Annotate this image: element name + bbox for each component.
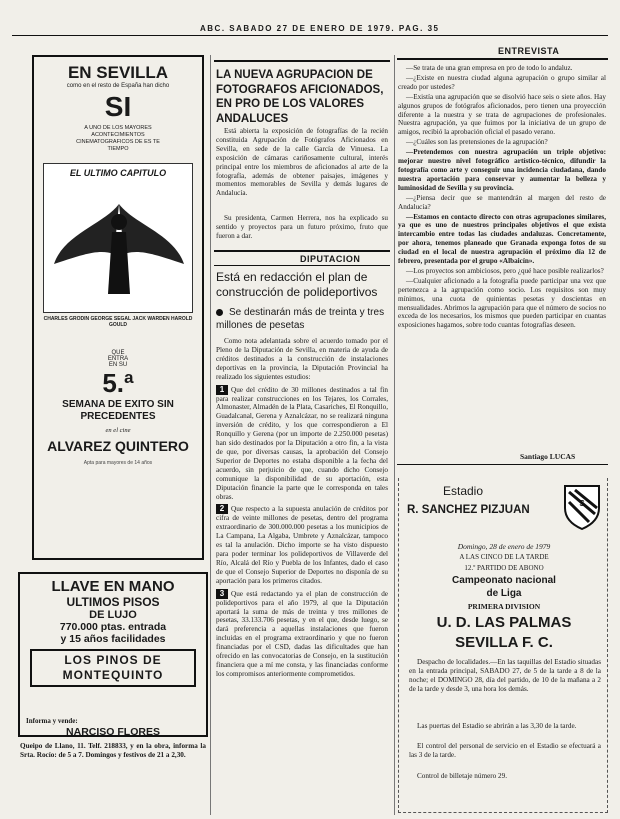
agrupacion-body2: [216, 214, 388, 244]
llave-contact-details: Queipo de Llano, 11. Telf. 218833, y en la obra, informa la Srta. Rocío: de 5 a 7. Domingos y festivos de 21 a 2,30.: [20, 742, 206, 759]
futbol-competition-1: Campeonato nacional: [452, 575, 556, 586]
entrevista-body: [398, 64, 606, 452]
futbol-doors-text: Las puertas del Estadio se abrirán a las 3,30 de la tarde.: [417, 722, 577, 730]
futbol-team-2: SEVILLA F. C.: [455, 634, 553, 651]
angel-figure-icon: [44, 194, 194, 304]
entrevista-signature: Santiago LUCAS: [520, 452, 576, 461]
diputacion-item-1: [216, 385, 388, 502]
item-number-2: 2: [216, 504, 228, 514]
diputacion-label: DIPUTACION: [300, 254, 361, 264]
agrupacion-top-rule: [214, 60, 390, 62]
header-rule: [12, 35, 608, 36]
diputacion-subhead: Se destinarán más de treinta y tres millones de pesetas: [216, 307, 385, 331]
diputacion-item-1-text: Que del crédito de 30 millones destinados a tal fin para realizar construcciones en los Tejares, los Corrales, Almonaster, Almadén de la Plata, Casariches, El Ronquillo, Guadalcanal, Gerena y Aznalcázar, no se realizará ninguna inversión de crédito, y los que correspondieron a El Ronquillo y Gerena (por un importe de 2.250.000 pesetas) han sido destinados por la Diputación a otro fin, a la vista de que, por diversas causas, la aprobación del Consejo Superior de Deportes no estaba disponible a la fecha del acuerdo, sin perjuicio de que, cuando dicho Consejo comunique la disponibilidad de su aportación, esta Diputación financie la parte que le corresponda en tales obras.: [216, 385, 388, 501]
llave-ad: [18, 572, 208, 737]
entrevista-paragraph-6: —¿Piensa decir que se mantendrán al margen del resto de Andalucía?: [398, 193, 606, 211]
film-credits: CHARLES GRODIN GEORGE SEGAL JACK WARDEN HAROLD GOULD: [43, 316, 193, 328]
cinema-ad: [32, 55, 204, 560]
film-title: EL ULTIMO CAPITULO: [69, 168, 167, 178]
futbol-control: [409, 742, 601, 772]
entrevista-paragraph-7: —Estamos en contacto directo con otras agrupaciones similares, ya que es uno de nuestros principales objetivos el que exista intercambio entre todas las ciudades andaluzas. Concretamente, por ahora, tenemos planeado que Granada exponga fotos de su ciudad en el local de nuestra agrupación el próximo día 12 de febrero, presentada por el grupo «Albaicín».: [398, 212, 606, 266]
futbol-competition-2: de Liga: [486, 588, 522, 599]
cinema-subtitle: como en el resto de España han dicho: [66, 83, 170, 89]
entrevista-bottom-rule: [397, 464, 608, 465]
llave-contact-intro: Informa y vende:: [26, 717, 78, 725]
cinema-footer: Apta para mayores de 14 años: [83, 460, 153, 466]
entrevista-paragraph-8: —Los proyectos son ambiciosos, pero ¿qué hace posible realizarlos?: [406, 266, 604, 275]
llave-line2: DE LUJO: [89, 609, 137, 621]
sevilla-crest-icon: [563, 484, 601, 530]
diputacion-label-rule: [214, 265, 390, 266]
cinema-week-number: 5.ª: [102, 368, 134, 398]
diputacion-subhead-wrap: [216, 307, 388, 332]
futbol-match-number: 12.º PARTIDO DE ABONO: [464, 564, 544, 572]
futbol-division: PRIMERA DIVISION: [467, 602, 541, 611]
futbol-team-1: U. D. LAS PALMAS: [436, 614, 572, 631]
entrevista-paragraph-4: —¿Cuáles son las pretensiones de la agrupación?: [406, 138, 548, 147]
agrupacion-paragraph: Está abierta la exposición de fotografías de la recién constituida Agrupación de Fotógrafos Aficionados en Sevilla, en sede de la calle García de Vinuesa. La exposición de cámaras cariñosamente cultural, interés principal entre los miembros de aficionados al arte de la fotografía, además de obtener paisajes, imágenes y momentos memorables de Sevilla y demás lugares de Andalucía.: [216, 127, 388, 198]
futbol-bulletin: [409, 772, 601, 784]
diputacion-top-rule: [214, 250, 390, 252]
svg-text:S: S: [579, 499, 585, 508]
futbol-doors: [409, 722, 601, 742]
film-poster: [43, 163, 193, 313]
entrevista-paragraph-2: —¿Existe en nuestra ciudad alguna agrupación o grupo similar al creado por ustedes?: [398, 73, 606, 91]
futbol-date: Domingo, 28 de enero de 1979: [457, 542, 551, 551]
diputacion-item-2-text: Que respecto a la supuesta anulación de créditos por cifra de veinte millones de pesetas, dentro del programa extraordinario de 300.000.000 pesetas a los municipios de La Campana, La Algaba, Umbrete y Aznalcázar, tampoco es tal la anulación. Dicho importe se ha visto dispuesto para poder terminar los polideportivos de Villaverde del Río, Alcalá del Río y Puebla de los Infantes, dado el caso de que el Consejo Superior de Deportes no disponía de su aportación para los primeros citados.: [216, 505, 388, 585]
llave-line3: 770.000 ptas. entrada: [59, 621, 167, 633]
llave-title: LLAVE EN MANO: [51, 578, 175, 595]
section-rule: [397, 58, 608, 60]
futbol-tickets-text: Despacho de localidades.—En las taquillas del Estadio situadas en la entrada principal, SABADO 27, de 5 de la tarde a 8 de la noche; el DOMINGO 28, día del partido, de 10 de la mañana a 2 de la tarde y desde 3, una hora los demás.: [409, 658, 601, 693]
agrupacion-paragraph: Su presidenta, Carmen Herrera, nos ha explicado su sentido y proyectos para un futuro próximo, fruto que fueron a dar.: [216, 214, 388, 240]
cinema-week-intro: QUE ENTRA EN SU: [107, 350, 129, 368]
futbol-stadium-word: Estadio: [443, 484, 484, 498]
cinema-tagline: A UNO DE LOS MAYORES ACONTECIMIENTOS CINEMATOGRAFICOS DE ES TE TIEMPO: [76, 125, 160, 152]
page-header: ABC. SABADO 27 DE ENERO DE 1979. PAG. 35: [200, 24, 440, 33]
cinema-venue: ALVAREZ QUINTERO: [47, 438, 189, 454]
llave-contact-name: NARCISO FLORES: [66, 726, 160, 738]
bullet-icon: [216, 309, 223, 316]
diputacion-intro: Como nota adelantada sobre el acuerdo tomado por el Pleno de la Diputación de Sevilla, en materia de ayuda de créditos destinados a la construcción de instalaciones deportivas en la provincia, la Diputación Provincial ha realizado los siguientes estudios:: [216, 337, 388, 381]
diputacion-item-2: [216, 504, 388, 585]
futbol-ad: [398, 478, 608, 813]
cinema-city: EN SEVILLA: [67, 63, 169, 82]
cinema-week-text: SEMANA DE EXITO SIN PRECEDENTES: [62, 399, 174, 422]
futbol-bulletin-text: Control de billetaje número 29.: [417, 772, 508, 780]
entrevista-paragraph-9: —Cualquier aficionado a la fotografía puede participar una vez que pertenezca a la agrupación como socio. Los requisitos son muy mínimos, una cuota de quinientas pesetas y doscientas en mensualidades. Abrimos la agrupación para que el número de socios no exceda de los necesarios, los mismos que pueden participar en cuantas exposiciones hagamos, sobre todo cuantas fotografías deseen.: [398, 276, 606, 330]
diputacion-item-3: [216, 589, 388, 679]
agrupacion-body1: [216, 127, 388, 215]
item-number-3: 3: [216, 589, 228, 599]
cinema-venue-intro: en el cine: [105, 427, 131, 434]
item-number-1: 1: [216, 385, 228, 395]
entrevista-paragraph-3: —Existía una agrupación que se disolvió hace seis o siete años. Hay algunos grupos de fotógrafos aficionados, pero tienen una proyección diferente a la nuestra y se trata de agrupaciones de profesionales. Nuestra agrupación, ya que fuimos por la iniciativa de un grupo de amigos, recibió la aprobación oficial el pasado verano.: [398, 92, 606, 137]
column-divider: [394, 55, 395, 815]
futbol-time: A LAS CINCO DE LA TARDE: [459, 553, 549, 561]
diputacion-headline: Está en redacción el plan de construcción de polideportivos: [216, 270, 378, 299]
section-label: ENTREVISTA: [498, 46, 560, 56]
agrupacion-headline: LA NUEVA AGRUPACION DE FOTOGRAFOS AFICIONADOS, EN PRO DE LOS VALORES ANDALUCES: [216, 69, 384, 125]
futbol-tickets: [409, 658, 601, 720]
column-divider: [210, 55, 211, 815]
llave-line4: y 15 años facilidades: [60, 633, 166, 645]
llave-line1: ULTIMOS PISOS: [66, 595, 160, 609]
cinema-big-word: SI: [104, 91, 132, 122]
llave-name: LOS PINOS DE MONTEQUINTO: [30, 649, 196, 687]
diputacion-body: [216, 337, 388, 812]
futbol-stadium-name: R. SANCHEZ PIZJUAN: [407, 504, 530, 516]
diputacion-item-3-text: Que está redactando ya el plan de construcción de polideportivos para el año 1979, al que la Diputación aportará la suma de más de treinta y tres millones de pesetas, 33.133.706 pesetas, y en el que, desde luego, se dará preferencia a aquellas instalaciones que fueron incluidas en el programa extraordinario y que no fueron financiadas por el CSD, dadas las dificultades que han ofrecido en las convocatorias de Consejo, en la sustitución financiera que a mí me consta, y las financiadas conforme los compromisos anteriormente comprometidos.: [216, 589, 388, 678]
futbol-control-text: El control del personal de servicio en el Estadio se efectuará a las 3 de la tarde.: [409, 742, 601, 759]
entrevista-paragraph-5: —Pretendemos con nuestra agrupación un triple objetivo: mejorar nuestro nivel fotográfico artístico-técnico, difundir la fotografía como arte y conseguir una incidencia ciudadana, dando nuestra aportación para conservar y aumentar la belleza y luminosidad de Sevilla y su provincia.: [398, 148, 606, 192]
entrevista-paragraph-1: —Se trata de una gran empresa en pro de todo lo andaluz.: [406, 64, 573, 72]
